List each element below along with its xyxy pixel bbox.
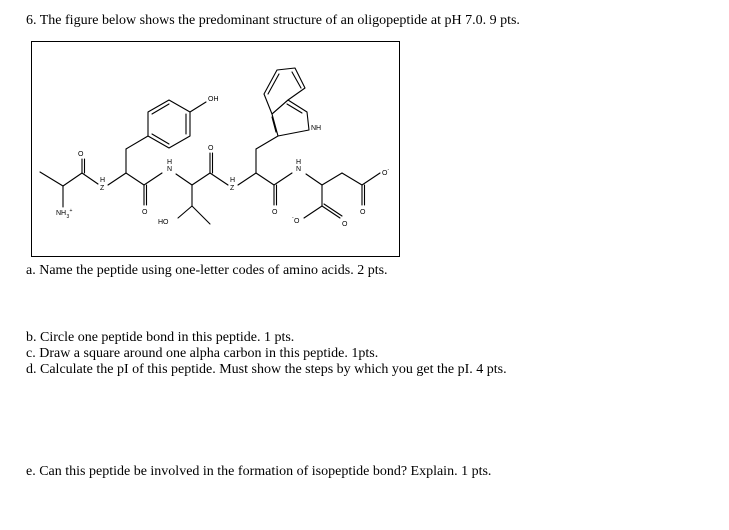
indole-nh-label: NH [311, 125, 322, 132]
part-d-question: d. Calculate the pI of this peptide. Must show the steps by which you get the pI. 4 pts. [26, 362, 507, 377]
phenol-oh-label: OH [208, 96, 219, 103]
structure-drawing [32, 42, 399, 256]
amide-nh-label-4 [296, 159, 301, 173]
svg-text:H: H [167, 159, 173, 166]
svg-text:H: H [100, 177, 106, 184]
svg-text:3: 3 [66, 214, 70, 220]
n-terminus-label [56, 208, 73, 220]
question-header: 6. The figure below shows the predominant structure of an oligopeptide at pH 7.0. 9 pts. [26, 13, 520, 28]
part-b-question: b. Circle one peptide bond in this peptide. 1 pts. [26, 330, 295, 345]
carbonyl-o-label-5: O [360, 209, 366, 216]
svg-text:O: O [294, 218, 300, 225]
carboxylate-o-label-1: O [342, 221, 348, 228]
carboxylate-o-minus-label-2 [292, 215, 300, 225]
svg-text:Z: Z [230, 185, 235, 192]
carbonyl-o-label-4: O [272, 209, 278, 216]
svg-text:-: - [292, 215, 294, 221]
amide-nh-label-3 [230, 177, 235, 192]
svg-text:-: - [387, 167, 390, 173]
carbonyl-o-label-1: O [78, 151, 84, 158]
amide-nh-label-1 [100, 177, 105, 192]
svg-text:H: H [230, 177, 236, 184]
carbonyl-o-label-3: O [208, 145, 214, 152]
svg-text:H: H [296, 159, 302, 166]
svg-text:+: + [69, 208, 73, 214]
oligopeptide-structure-figure [31, 41, 400, 257]
svg-text:Z: Z [100, 185, 105, 192]
amide-nh-label-2 [167, 159, 172, 173]
carboxylate-o-minus-label-1 [382, 167, 390, 177]
svg-text:N: N [296, 166, 302, 173]
svg-text:N: N [167, 166, 173, 173]
part-a-question: a. Name the peptide using one-letter codes of amino acids. 2 pts. [26, 263, 388, 278]
threonine-ho-label: HO [158, 219, 169, 226]
svg-text:NH: NH [56, 210, 67, 217]
carbonyl-o-label-2: O [142, 209, 148, 216]
svg-text:O: O [382, 170, 388, 177]
part-c-question: c. Draw a square around one alpha carbon in this peptide. 1pts. [26, 346, 379, 361]
part-e-question: e. Can this peptide be involved in the formation of isopeptide bond? Explain. 1 pts. [26, 464, 492, 479]
